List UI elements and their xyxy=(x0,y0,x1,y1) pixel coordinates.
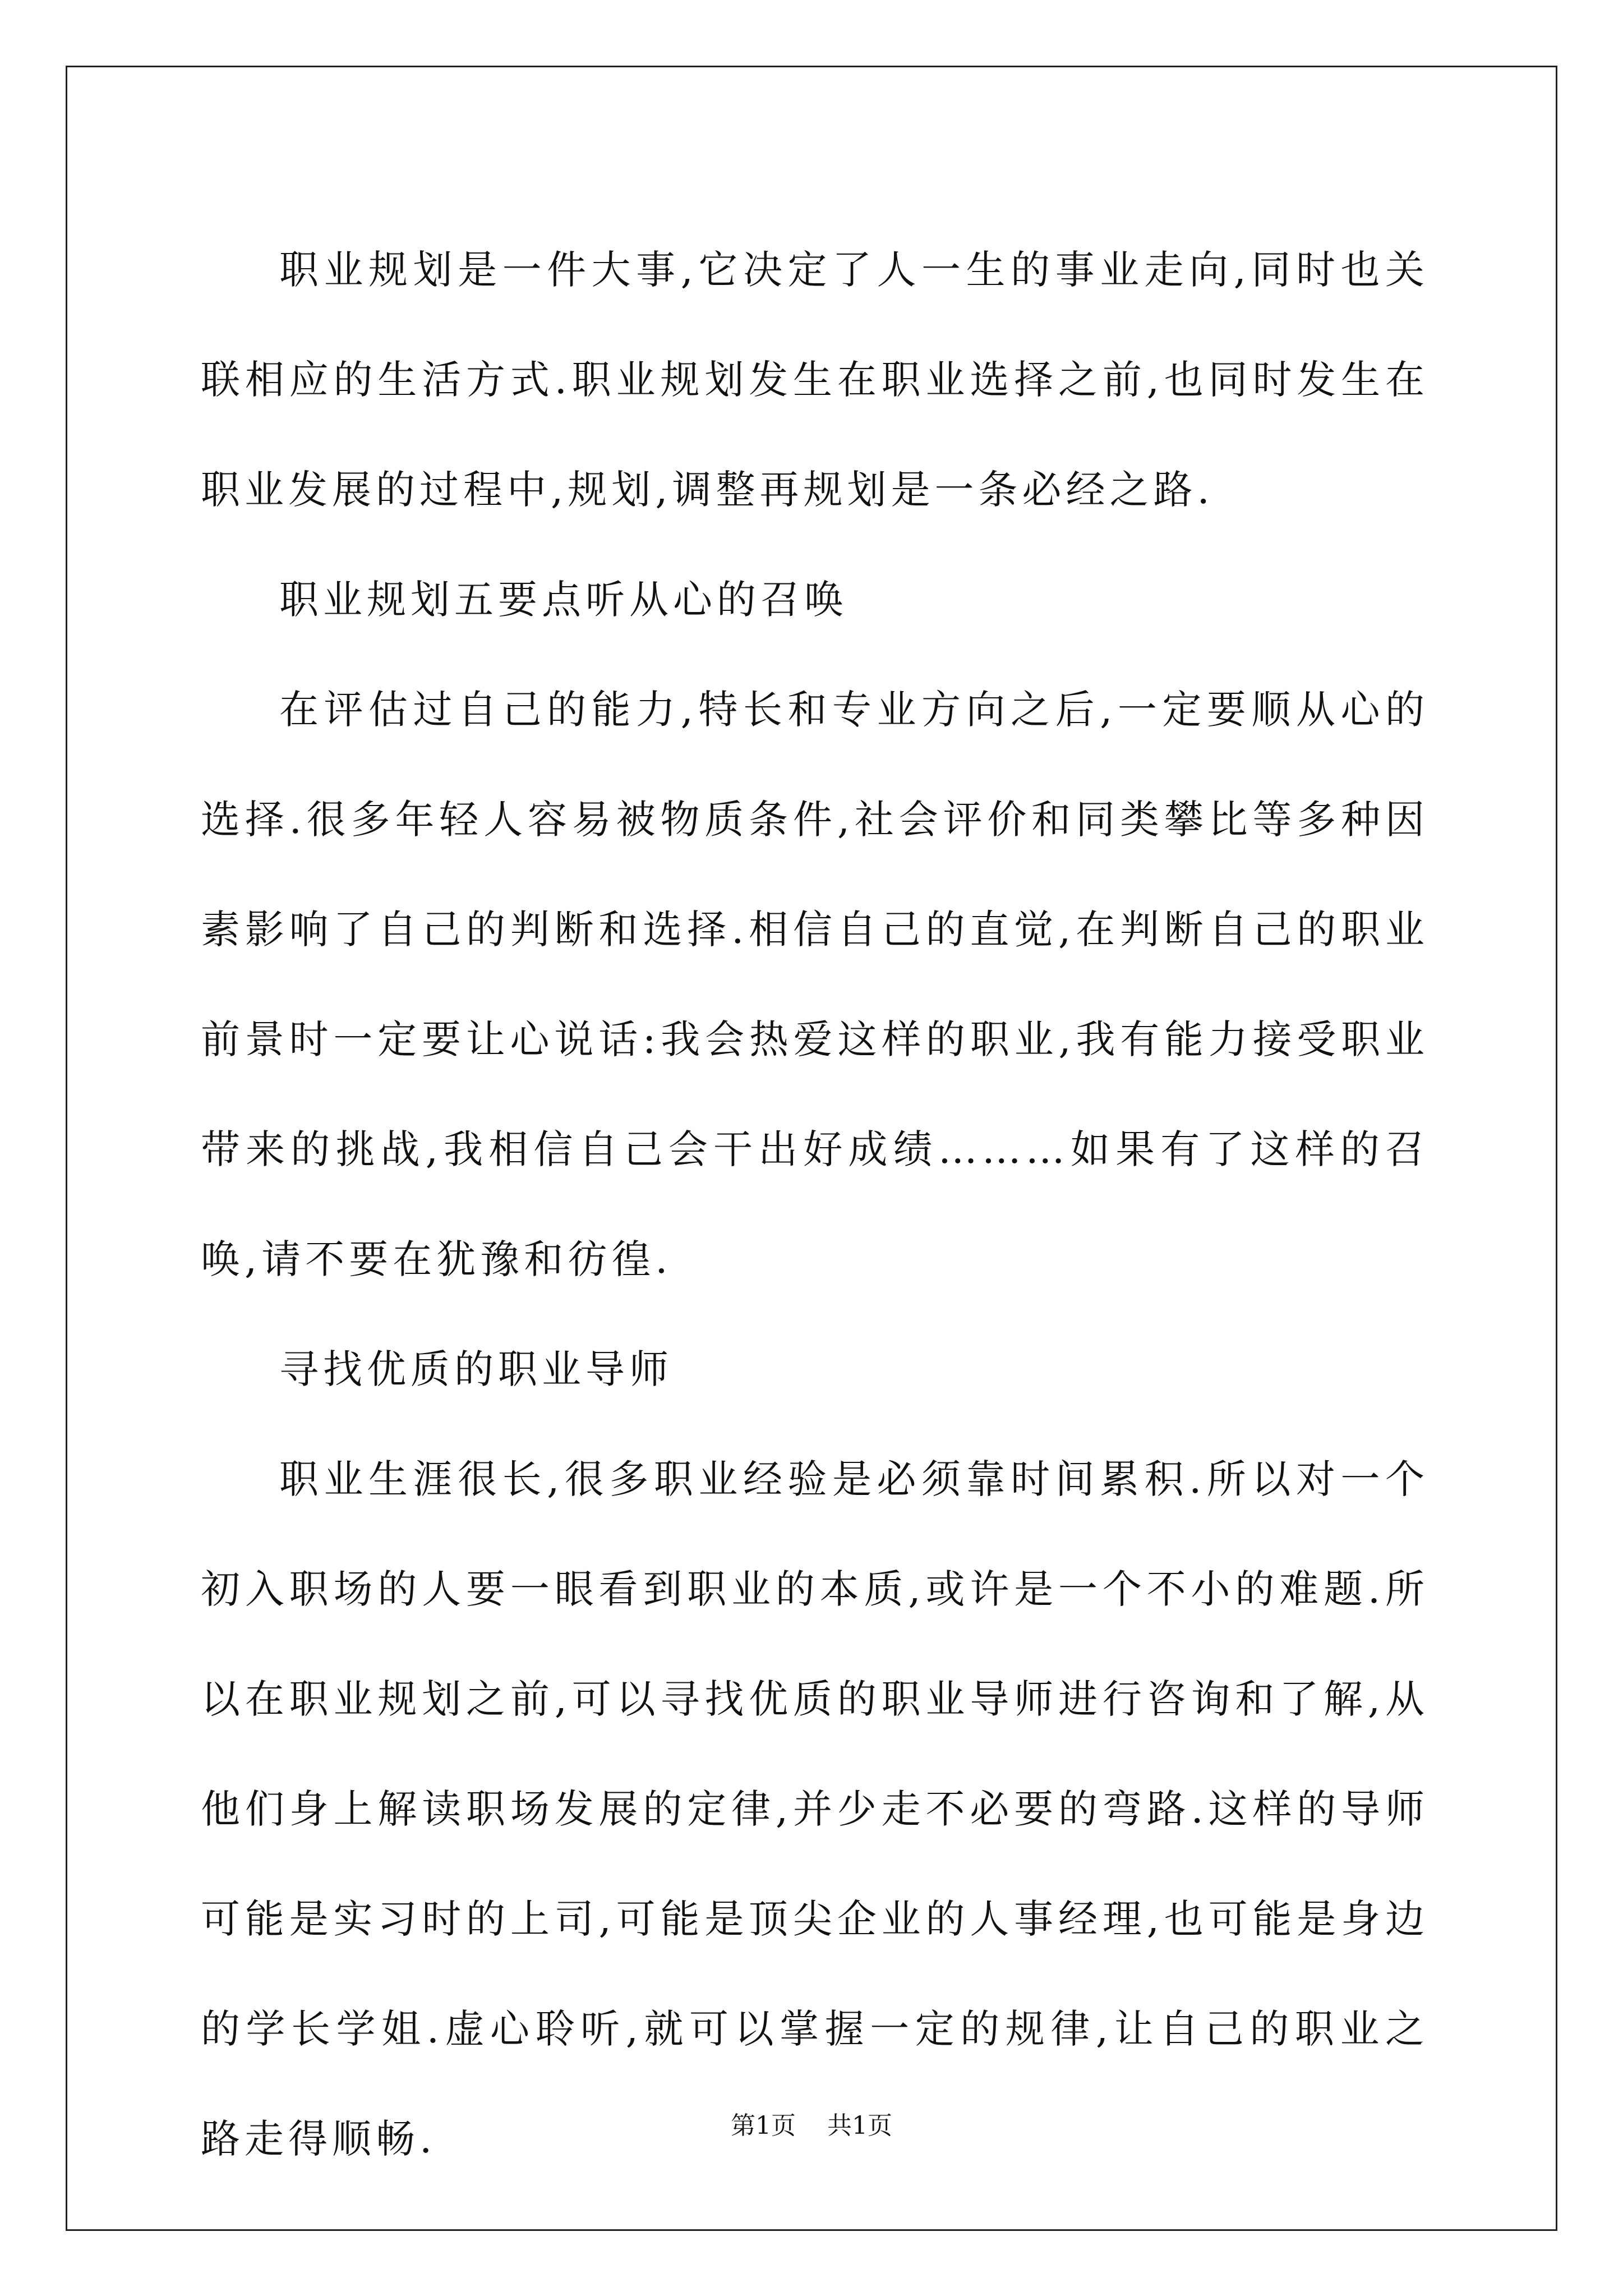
paragraph-calling: 在评估过自己的能力,特长和专业方向之后,一定要顺从心的选择.很多年轻人容易被物质条件,社会评价和同类攀比等多种因素影响了自己的判断和选择.相信自己的直觉,在判断自己的职业前景时一定要让心说话:我会热爱这样的职业,我有能力接受职业带来的挑战,我相信自己会干出好成绩………如果有了这样的召唤,请不要在犹豫和彷徨. xyxy=(201,687,1429,1282)
document-body xyxy=(201,215,1429,2194)
page-footer xyxy=(0,2109,1623,2143)
paragraph-intro: 职业规划是一件大事,它决定了人一生的事业走向,同时也关联相应的生活方式.职业规划发生在职业选择之前,也同时发生在职业发展的过程中,规划,调整再规划是一条必经之路. xyxy=(201,247,1429,513)
page-total: 共1页 xyxy=(827,2111,892,2140)
paragraph-mentor: 职业生涯很长,很多职业经验是必须靠时间累积.所以对一个初入职场的人要一眼看到职业的本质,或许是一个不小的难题.所以在职业规划之前,可以寻找优质的职业导师进行咨询和了解,从他们身上解读职场发展的定律,并少走不必要的弯路.这样的导师可能是实习时的上司,可能是顶尖企业的人事经理,也可能是身边的学长学姐.虚心聆听,就可以掌握一定的规律,让自己的职业之路走得顺畅. xyxy=(201,1456,1429,2162)
page-number: 第1页 xyxy=(731,2111,796,2140)
section-heading-mentor: 寻找优质的职业导师 xyxy=(279,1346,673,1392)
section-heading-calling: 职业规划五要点听从心的召唤 xyxy=(279,577,848,623)
